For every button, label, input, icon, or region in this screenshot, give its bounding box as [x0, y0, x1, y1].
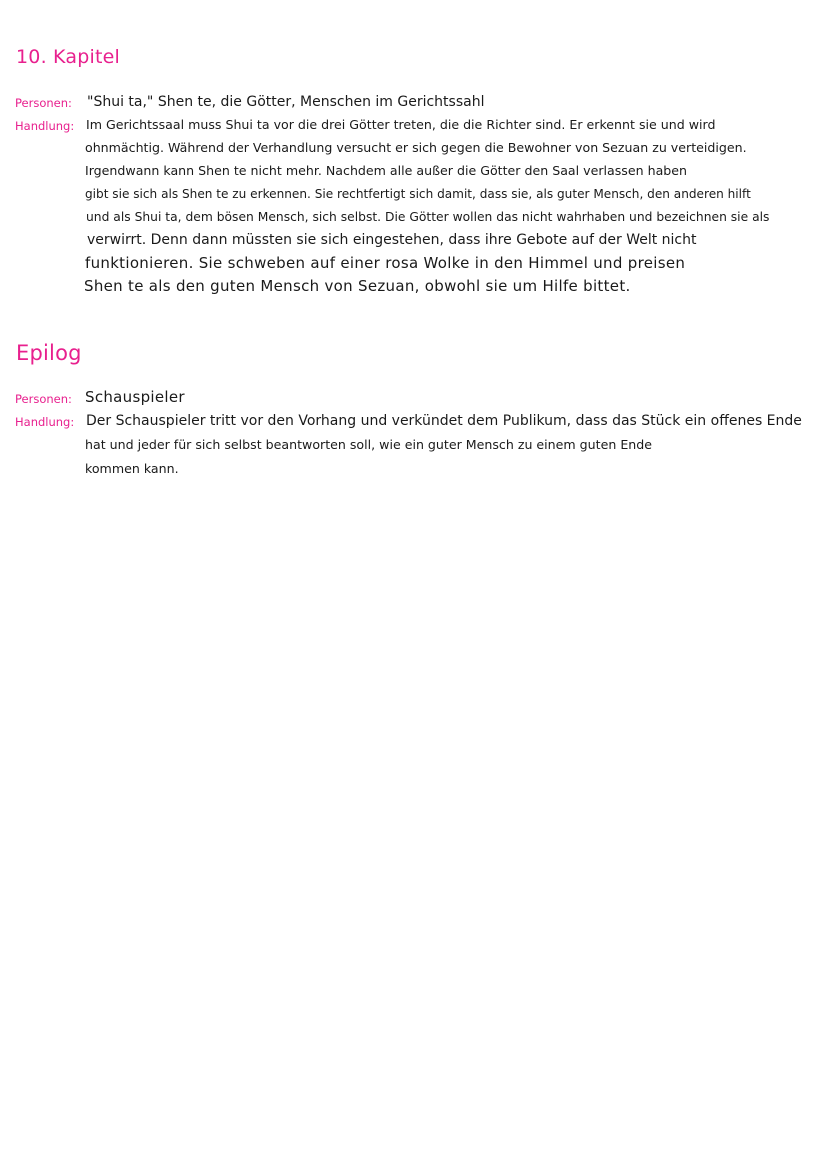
chapter-10-handlung-label: Handlung:	[15, 119, 75, 133]
epilog-personen-text: Schauspieler	[85, 388, 185, 406]
epilog-handlung-label: Handlung:	[15, 415, 75, 429]
chapter-10-handlung-line: Shen te als den guten Mensch von Sezuan, obwohl sie um Hilfe bittet.	[84, 277, 631, 295]
chapter-10-handlung-line: und als Shui ta, dem bösen Mensch, sich selbst. Die Götter wollen das nicht wahrhaben und bezeichnen sie als	[86, 210, 770, 224]
epilog-handlung-line: hat und jeder für sich selbst beantworten soll, wie ein guter Mensch zu einem guten Ende	[85, 437, 653, 452]
chapter-10-heading: 10. Kapitel	[16, 46, 120, 68]
chapter-10-personen-label: Personen:	[15, 96, 72, 110]
chapter-10-handlung-line: ohnmächtig. Während der Verhandlung versucht er sich gegen die Bewohner von Sezuan zu verteidigen.	[85, 140, 747, 155]
chapter-10-handlung-line: funktionieren. Sie schweben auf einer rosa Wolke in den Himmel und preisen	[85, 254, 686, 272]
chapter-10-handlung-line: Irgendwann kann Shen te nicht mehr. Nachdem alle außer die Götter den Saal verlassen haben	[85, 163, 688, 178]
chapter-10-handlung-line: verwirrt. Denn dann müssten sie sich eingestehen, dass ihre Gebote auf der Welt nicht	[87, 232, 697, 248]
chapter-10-personen-text: "Shui ta," Shen te, die Götter, Menschen im Gerichtssahl	[87, 94, 485, 110]
chapter-10-handlung-line: gibt sie sich als Shen te zu erkennen. Sie rechtfertigt sich damit, dass sie, als guter Mensch, den anderen hilft	[85, 187, 751, 201]
epilog-handlung-line: kommen kann.	[85, 461, 179, 476]
epilog-handlung-line: Der Schauspieler tritt vor den Vorhang und verkündet dem Publikum, dass das Stück ein offenes Ende	[86, 413, 802, 429]
chapter-10-handlung-line: Im Gerichtssaal muss Shui ta vor die drei Götter treten, die die Richter sind. Er erkennt sie und wird	[86, 117, 716, 132]
epilog-heading: Epilog	[16, 341, 82, 365]
epilog-personen-label: Personen:	[15, 392, 72, 406]
